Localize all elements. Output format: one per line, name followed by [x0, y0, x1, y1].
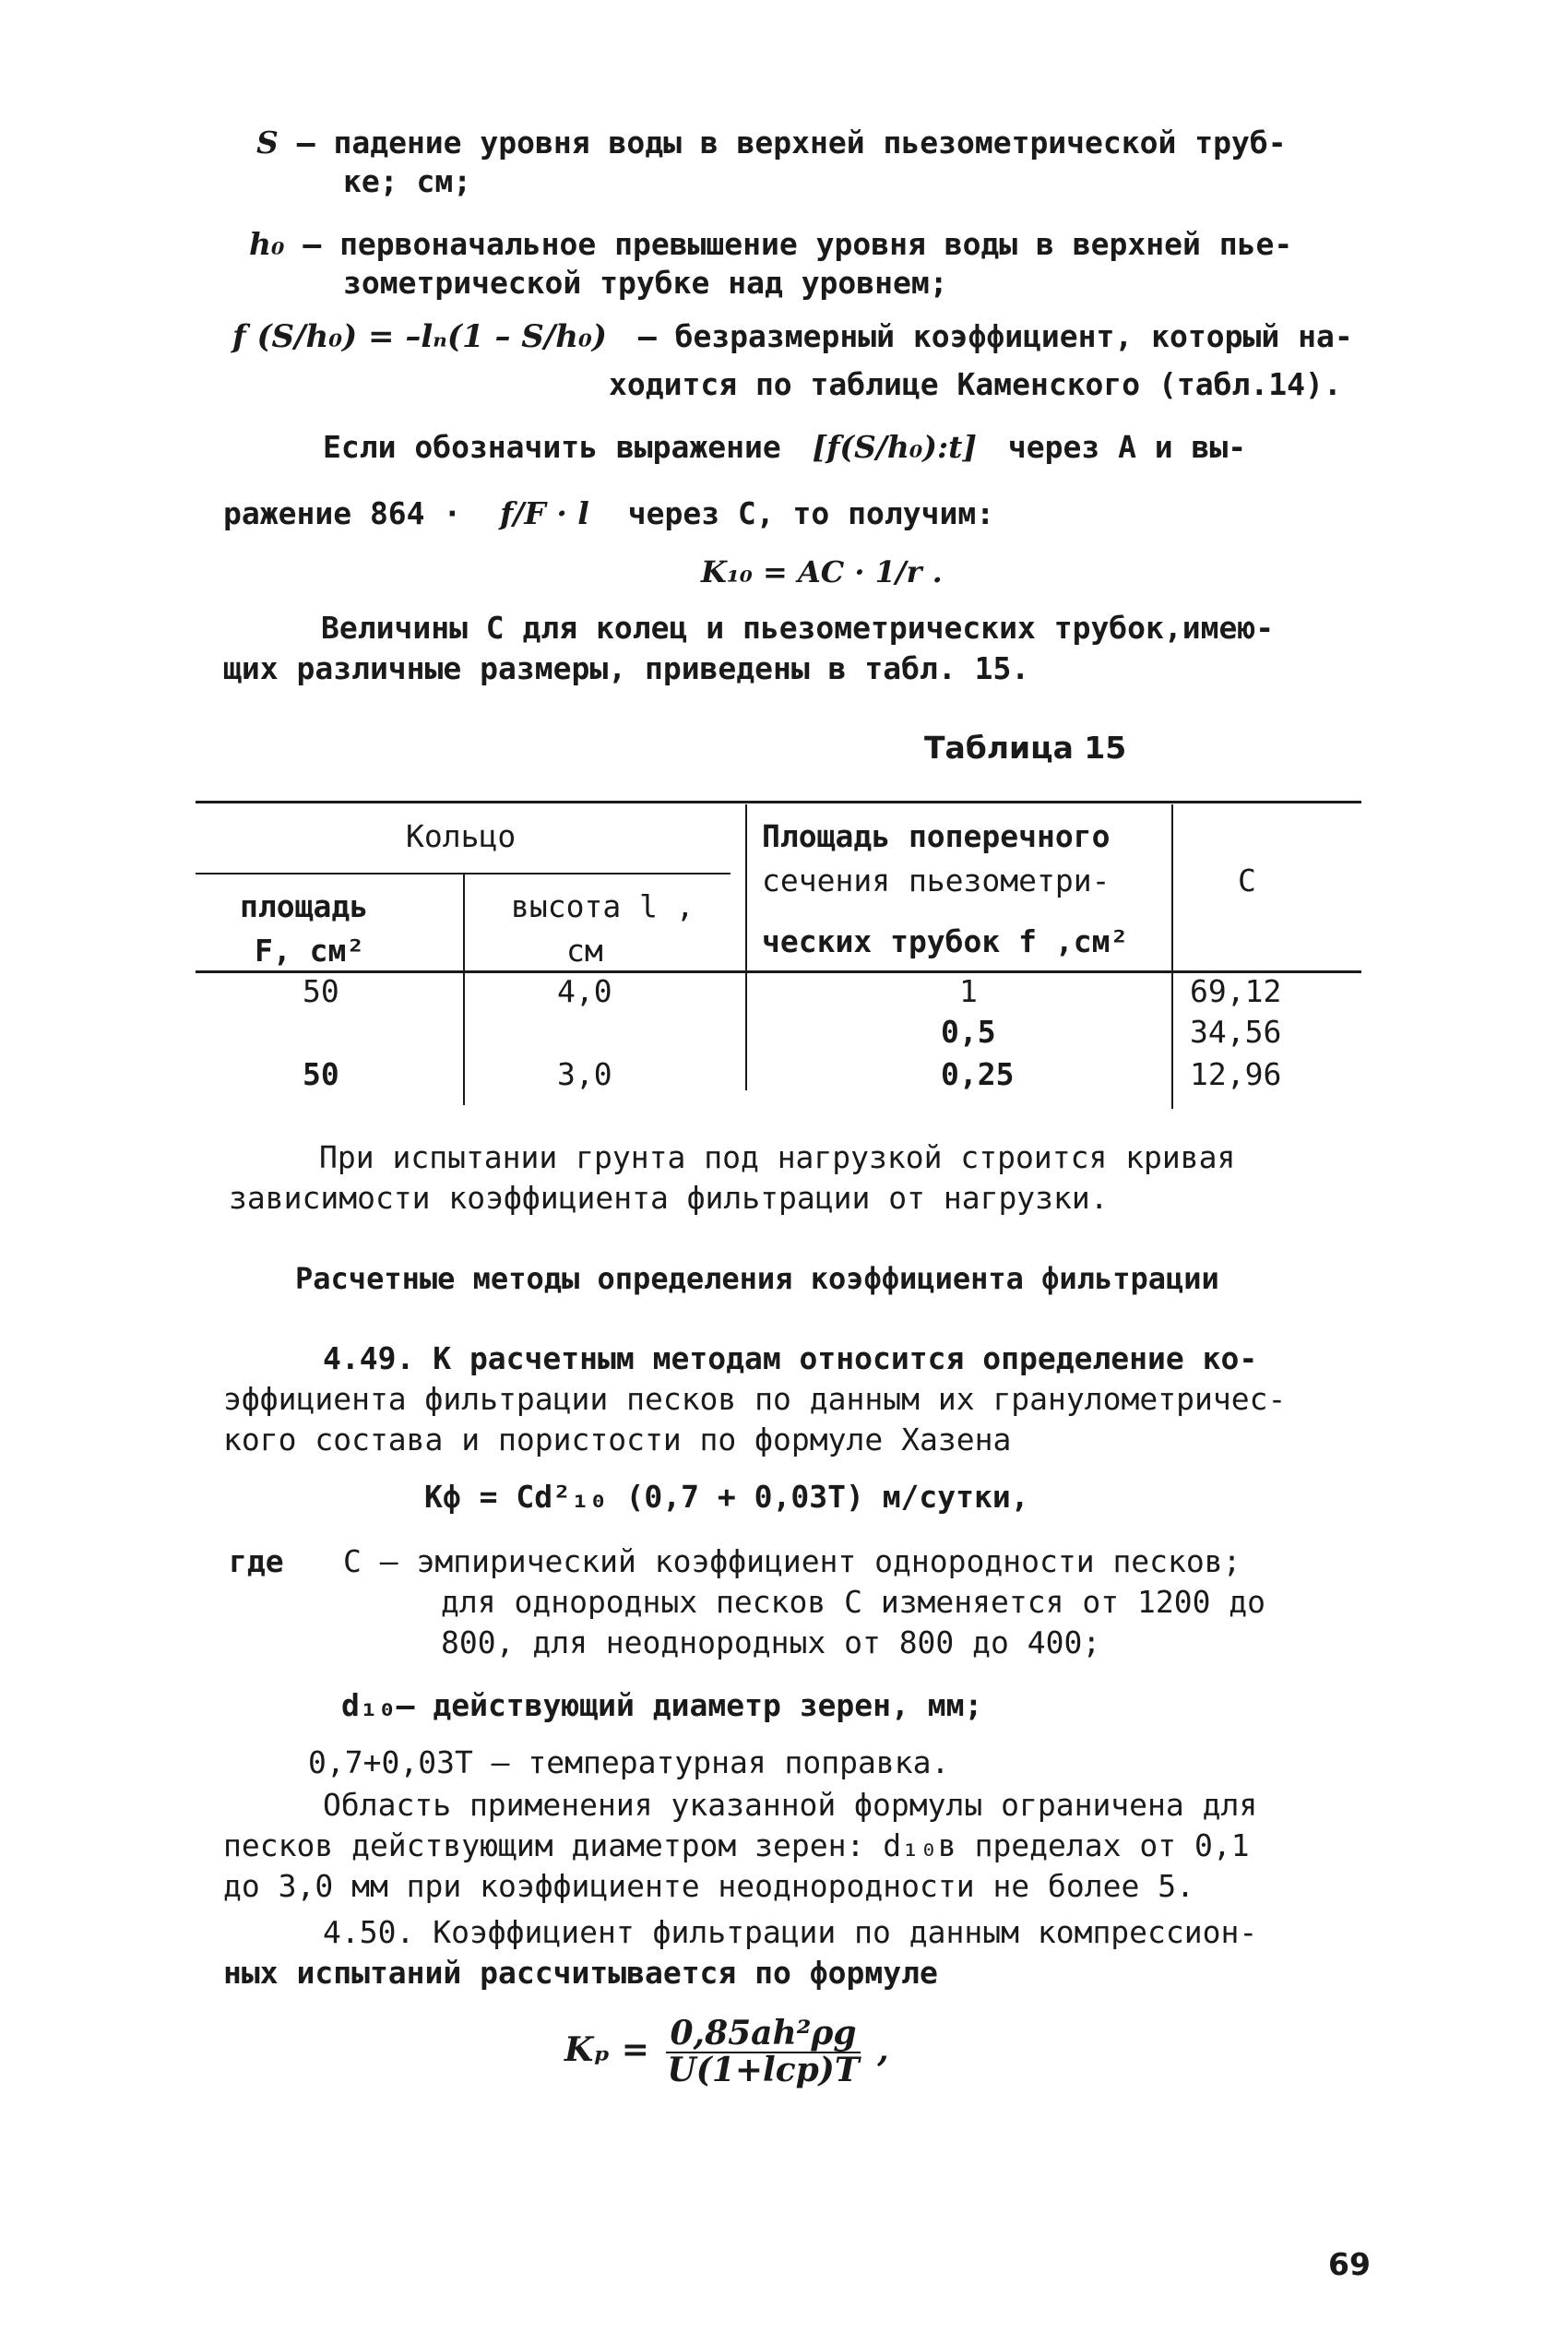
row1-c: 69,12 — [1190, 973, 1282, 1009]
row3-height: 3,0 — [557, 1056, 612, 1092]
page-number: 69 — [1328, 2246, 1371, 2282]
row2-cross: 0,5 — [941, 1014, 996, 1050]
para1-line2-a: ражение 864 · — [223, 495, 462, 531]
header-height-unit: см — [566, 933, 603, 969]
def-s-line — [256, 125, 1287, 161]
para6-line1: 4.50. Коэффициент фильтрации по данным компрессион- — [323, 1914, 1258, 1950]
para6-line2: ных испытаний рассчитывается по формуле — [223, 1955, 938, 1991]
section-title: Расчетные методы определения коэффициента фильтрации — [295, 1261, 1219, 1296]
s-dash: – — [296, 125, 315, 161]
header-cross-3: ческих трубок f ,см² — [762, 923, 1129, 959]
para1-line1-a: Если обозначить выражение — [323, 429, 781, 465]
para4-line2: эффициента фильтрации песков по данным их гранулометричес- — [223, 1381, 1287, 1417]
row3-cross: 0,25 — [941, 1056, 1015, 1092]
where-label: где — [229, 1543, 284, 1579]
header-c: С — [1238, 863, 1256, 898]
def-f-cont: ходится по таблице Каменского (табл.14). — [609, 366, 1342, 402]
table-col-divider-3 — [1171, 804, 1173, 1109]
def-f-line — [232, 318, 1353, 355]
row3-area: 50 — [303, 1056, 339, 1092]
para4-line1: 4.49. К расчетным методам относится определение ко- — [323, 1340, 1258, 1376]
d10-def: d₁₀– действующий диаметр зерен, мм; — [341, 1687, 983, 1723]
table-col-divider-1 — [463, 874, 465, 1105]
para1-line1-formula: [f(S/h₀):t] — [812, 429, 977, 465]
row2-c: 34,56 — [1190, 1014, 1282, 1050]
para1-line2-formula: f/F · l — [500, 495, 589, 531]
s-text: падение уровня воды в верхней пьезометрической труб- — [333, 125, 1287, 161]
s-symbol: S — [256, 125, 279, 161]
c-def-line2: для однородных песков С изменяется от 1200 до — [441, 1584, 1266, 1620]
formula-kp-denominator: U(1+lср)T — [667, 2050, 860, 2089]
table-header-bottom-rule — [196, 970, 1361, 973]
f-text: – безразмерный коэффициент, который на- — [637, 318, 1353, 354]
h0-text: – первоначальное превышение уровня воды в верхней пье- — [303, 226, 1293, 262]
f-formula: f (S/h₀) = –lₙ(1 – S/h₀) — [232, 318, 607, 355]
formula-hazen: Kф = Cd²₁₀ (0,7 + 0,03T) м/сутки, — [424, 1479, 1029, 1515]
formula-kp-fraction — [666, 2014, 860, 2089]
formula-kp-numerator: 0,85ah²ρg — [666, 2017, 860, 2053]
header-height: высота l , — [511, 888, 695, 924]
header-area: площадь — [240, 888, 369, 924]
formula-kp-lhs: Kₚ = — [564, 2029, 649, 2069]
para1-line2-b: через С, то получим: — [627, 495, 995, 531]
def-h0-line — [249, 226, 1293, 262]
row1-height: 4,0 — [557, 973, 612, 1009]
h0-symbol: h₀ — [249, 226, 285, 262]
formula-kp-tail: , — [877, 2029, 889, 2069]
para2-line1: Величины С для колец и пьезометрических трубок,имею- — [321, 610, 1275, 646]
para5-line2: песков действующим диаметром зерен: d₁₀в пределах от 0,1 — [223, 1827, 1250, 1863]
header-cross-2: сечения пьезометри- — [762, 863, 1111, 898]
para4-line3: кого состава и пористости по формуле Хазена — [223, 1422, 1012, 1458]
para1-line1 — [323, 429, 1247, 465]
para5-line1: Область применения указанной формулы ограничена для — [323, 1787, 1258, 1823]
header-area-unit: F, см² — [255, 933, 365, 969]
header-cross-1: Площадь поперечного — [762, 818, 1111, 854]
table-col-divider-2 — [745, 804, 747, 1090]
para5-line3: до 3,0 мм при коэффициенте неоднородности не более 5. — [223, 1868, 1194, 1904]
c-def-line1: С – эмпирический коэффициент однородности песков; — [343, 1543, 1241, 1579]
table-top-rule — [196, 801, 1361, 803]
def-s-cont: ке; см; — [343, 163, 472, 199]
c-def-line3: 800, для неоднородных от 800 до 400; — [441, 1624, 1101, 1660]
def-h0-cont: зометрической трубке над уровнем; — [343, 265, 948, 301]
row1-area: 50 — [303, 973, 339, 1009]
para3-line2: зависимости коэффициента фильтрации от нагрузки. — [229, 1180, 1109, 1216]
row3-c: 12,96 — [1190, 1056, 1282, 1092]
para1-line1-b: через А и вы- — [1007, 429, 1247, 465]
para3-line1: При испытании грунта под нагрузкой строится кривая — [319, 1139, 1236, 1175]
temp-def: 0,7+0,03Т – температурная поправка. — [308, 1744, 950, 1780]
para2-line2: щих различные размеры, приведены в табл. 15. — [223, 650, 1030, 686]
row1-cross: 1 — [959, 973, 978, 1009]
data-table — [196, 801, 1361, 1105]
formula-kp — [564, 2014, 889, 2089]
para1-line2 — [223, 495, 995, 531]
formula-k10: K₁₀ = AC · 1/r . — [701, 554, 943, 589]
header-ring: Кольцо — [406, 818, 517, 854]
table-caption: Таблица 15 — [924, 730, 1127, 766]
